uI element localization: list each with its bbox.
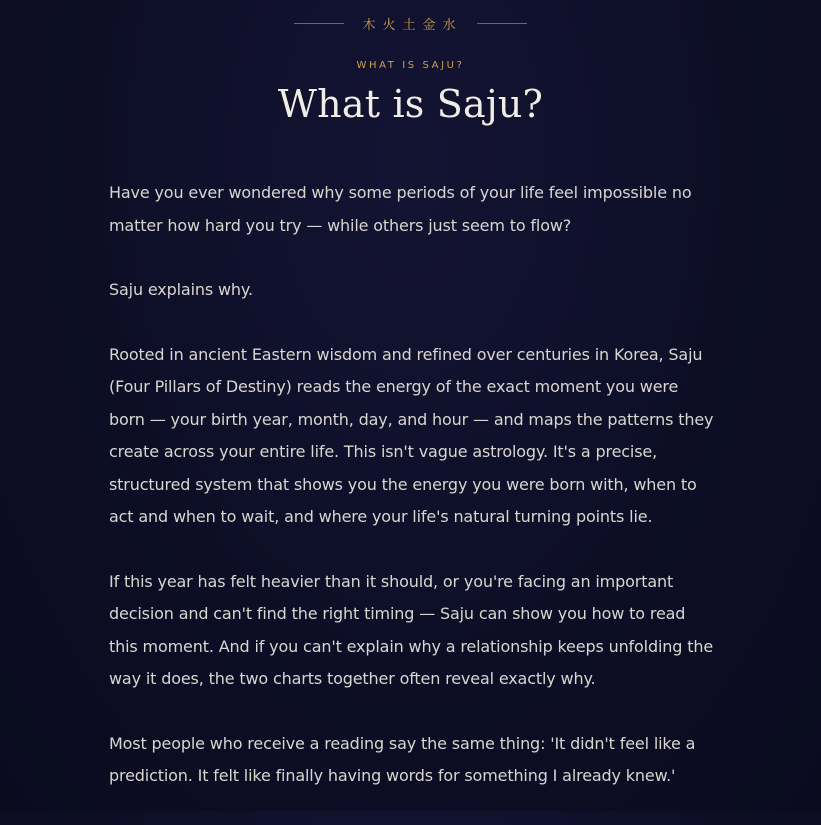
page-title: What is Saju? bbox=[277, 82, 544, 126]
five-elements-text: 木火土金水 bbox=[362, 18, 463, 33]
paragraph-timing: If this year has felt heavier than it should, or you're facing an important decision and can't find the right timing — Saju can show you how to read this moment. And if you can't explain why a relationship keeps unfolding the way it does, the two charts together often reveal exactly why. bbox=[109, 571, 714, 688]
paragraph-explains: Saju explains why. bbox=[109, 280, 253, 299]
ornament-rule-right bbox=[477, 23, 527, 24]
content-body bbox=[109, 177, 714, 825]
five-elements-ornament bbox=[0, 14, 821, 33]
paragraph-intro: Have you ever wondered why some periods of your life feel impossible no matter how hard you try — while others just seem to flow? bbox=[109, 183, 692, 235]
paragraph-testimonial: Most people who receive a reading say the same thing: 'It didn't feel like a prediction. It felt like finally having words for something I already knew.' bbox=[109, 733, 696, 785]
section-eyebrow: WHAT IS SAJU? bbox=[356, 60, 465, 71]
ornament-rule-left bbox=[294, 23, 344, 24]
paragraph-roots: Rooted in ancient Eastern wisdom and refined over centuries in Korea, Saju (Four Pillars of Destiny) reads the energy of the exact moment you were born — your birth year, month, day, and hour — and maps the patterns they create across your entire life. This isn't vague astrology. It's a precise, structured system that shows you the energy you were born with, when to act and when to wait, and where your life's natural turning points lie. bbox=[109, 344, 714, 526]
